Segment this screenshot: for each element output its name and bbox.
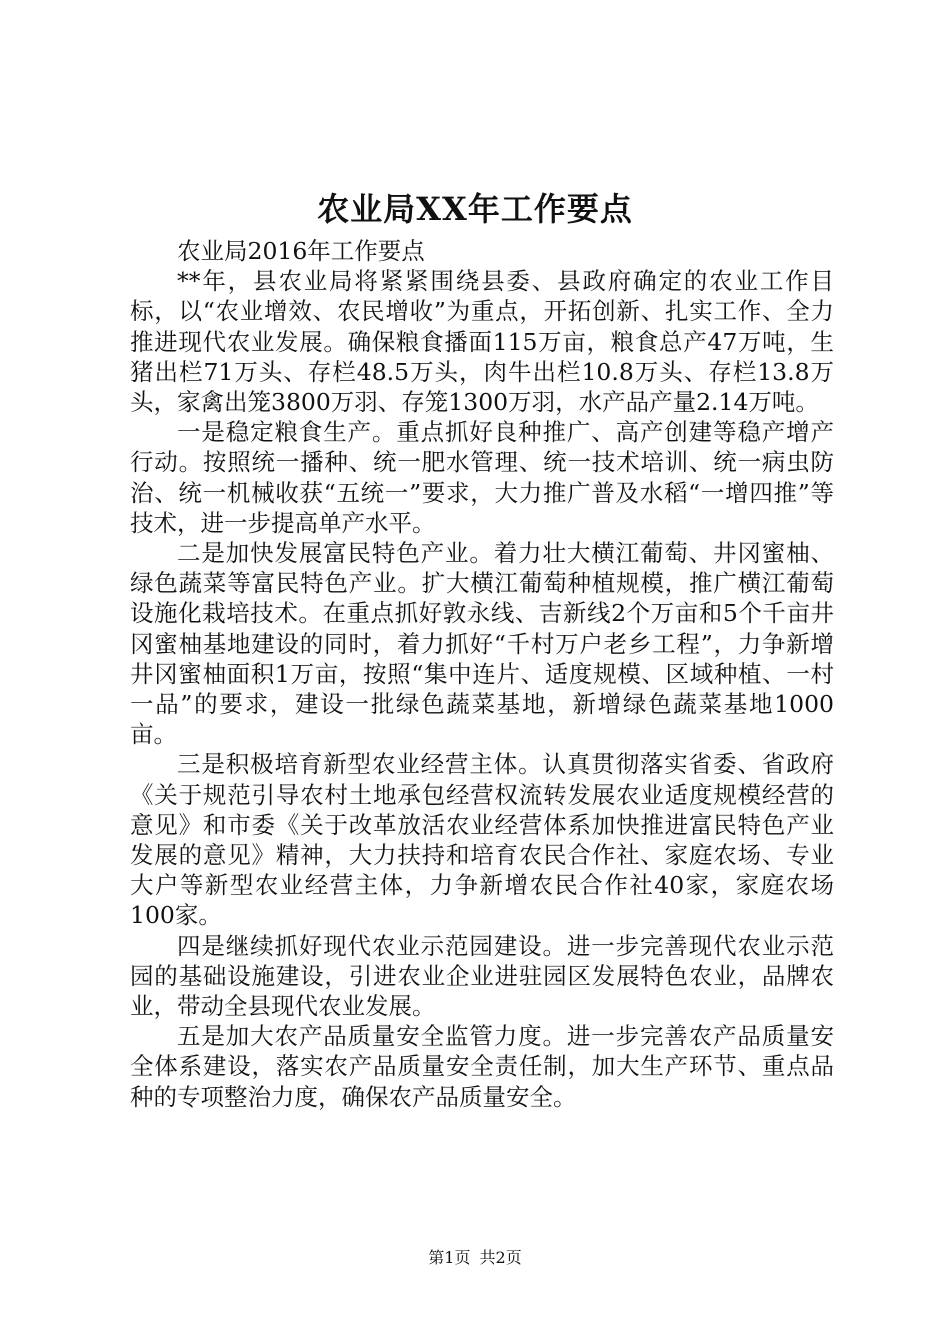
paragraph-demonstration-park: 四是继续抓好现代农业示范园建设。进一步完善现代农业示范园的基础设施建设，引进农业企业进驻园区发展特色农业，品牌农业，带动全县现代农业发展。: [130, 931, 834, 1021]
paragraph-grain-production: 一是稳定粮食生产。重点抓好良种推广、高产创建等稳产增产行动。按照统一播种、统一肥水管理、统一技术培训、统一病虫防治、统一机械收获“五统一”要求，大力推广普及水稻“一增四推”等技术，进一步提高单产水平。: [130, 418, 834, 537]
paragraph-new-business-entities: 三是积极培育新型农业经营主体。认真贯彻落实省委、省政府《关于规范引导农村土地承包经营权流转发展农业适度规模经营的意见》和市委《关于改革放活农业经营体系加快推进富民特色产业发展的意见》精神，大力扶持和培育农民合作社、家庭农场、专业大户等新型农业经营主体，力争新增农民合作社40家，家庭农场100家。: [130, 750, 834, 930]
page-number: 第1页: [428, 1248, 471, 1267]
paragraph-subtitle: 农业局2016年工作要点: [177, 237, 425, 265]
page-total: 共2页: [479, 1248, 522, 1267]
paragraph-intro: **年，县农业局将紧紧围绕县委、县政府确定的农业工作目标，以“农业增效、农民增收”为重点，开拓创新、扎实工作、全力推进现代农业发展。确保粮食播面115万亩，粮食总产47万吨，生猪出栏71万头、存栏48.5万头，肉牛出栏10.8万头、存栏13.8万头，家禽出笼3800万羽、存笼1300万羽，水产品产量2.14万吨。: [130, 267, 834, 417]
paragraph-specialty-industry: 二是加快发展富民特色产业。着力壮大横江葡萄、井冈蜜柚、绿色蔬菜等富民特色产业。扩大横江葡萄种植规模，推广横江葡萄设施化栽培技术。在重点抓好敦永线、吉新线2个万亩和5个千亩井冈蜜柚基地建设的同时，着力抓好“千村万户老乡工程”，力争新增井冈蜜柚面积1万亩，按照“集中连片、适度规模、区域种植、一村一品”的要求，建设一批绿色蔬菜基地，新增绿色蔬菜基地1000亩。: [130, 539, 834, 749]
page-footer: [0, 1245, 950, 1268]
document-title: 农业局XX年工作要点: [317, 190, 633, 228]
paragraph-quality-supervision: 五是加大农产品质量安全监管力度。进一步完善农产品质量安全体系建设，落实农产品质量安全责任制，加大生产环节、重点品种的专项整治力度，确保农产品质量安全。: [130, 1022, 834, 1111]
document-body: [130, 236, 834, 1112]
